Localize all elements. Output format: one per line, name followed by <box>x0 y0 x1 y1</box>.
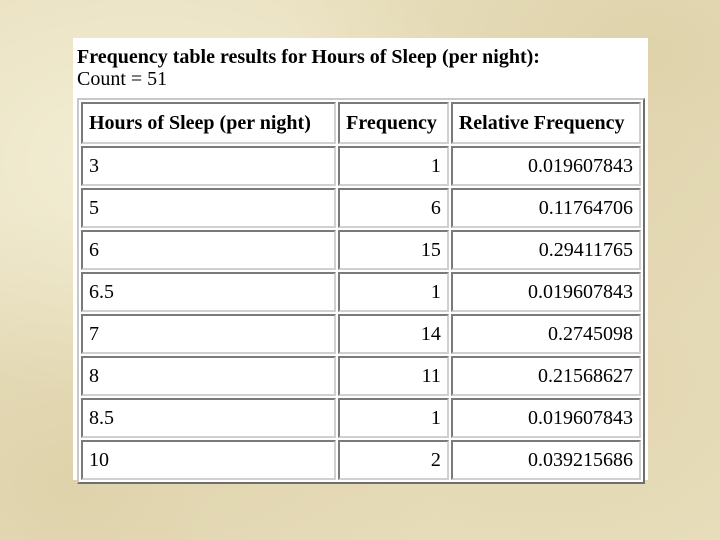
frequency-cell: 2 <box>338 440 449 480</box>
relative-frequency-cell: 0.039215686 <box>451 440 641 480</box>
hours-cell: 6 <box>81 230 336 270</box>
hours-cell: 3 <box>81 146 336 186</box>
relative-frequency-cell: 0.019607843 <box>451 398 641 438</box>
frequency-cell: 14 <box>338 314 449 354</box>
column-header-hours: Hours of Sleep (per night) <box>81 102 336 144</box>
relative-frequency-cell: 0.21568627 <box>451 356 641 396</box>
table-row <box>81 146 641 186</box>
table-row <box>81 272 641 312</box>
hours-cell: 5 <box>81 188 336 228</box>
hours-cell: 6.5 <box>81 272 336 312</box>
frequency-cell: 1 <box>338 272 449 312</box>
table-row <box>81 398 641 438</box>
frequency-cell: 15 <box>338 230 449 270</box>
frequency-cell: 1 <box>338 398 449 438</box>
table-row <box>81 188 641 228</box>
relative-frequency-cell: 0.2745098 <box>451 314 641 354</box>
column-header-relative-frequency: Relative Frequency <box>451 102 641 144</box>
results-panel <box>73 38 648 480</box>
table-row <box>81 230 641 270</box>
count-label: Count = 51 <box>77 68 168 90</box>
relative-frequency-cell: 0.019607843 <box>451 146 641 186</box>
table-row <box>81 314 641 354</box>
table-row <box>81 440 641 480</box>
table-row <box>81 356 641 396</box>
hours-cell: 7 <box>81 314 336 354</box>
header-row <box>81 102 641 144</box>
relative-frequency-cell: 0.29411765 <box>451 230 641 270</box>
frequency-cell: 6 <box>338 188 449 228</box>
column-header-frequency: Frequency <box>338 102 449 144</box>
frequency-cell: 11 <box>338 356 449 396</box>
frequency-table <box>77 98 645 484</box>
relative-frequency-cell: 0.019607843 <box>451 272 641 312</box>
relative-frequency-cell: 0.11764706 <box>451 188 641 228</box>
hours-cell: 8 <box>81 356 336 396</box>
table-title: Frequency table results for Hours of Sleep (per night): <box>77 46 540 68</box>
frequency-cell: 1 <box>338 146 449 186</box>
hours-cell: 8.5 <box>81 398 336 438</box>
hours-cell: 10 <box>81 440 336 480</box>
